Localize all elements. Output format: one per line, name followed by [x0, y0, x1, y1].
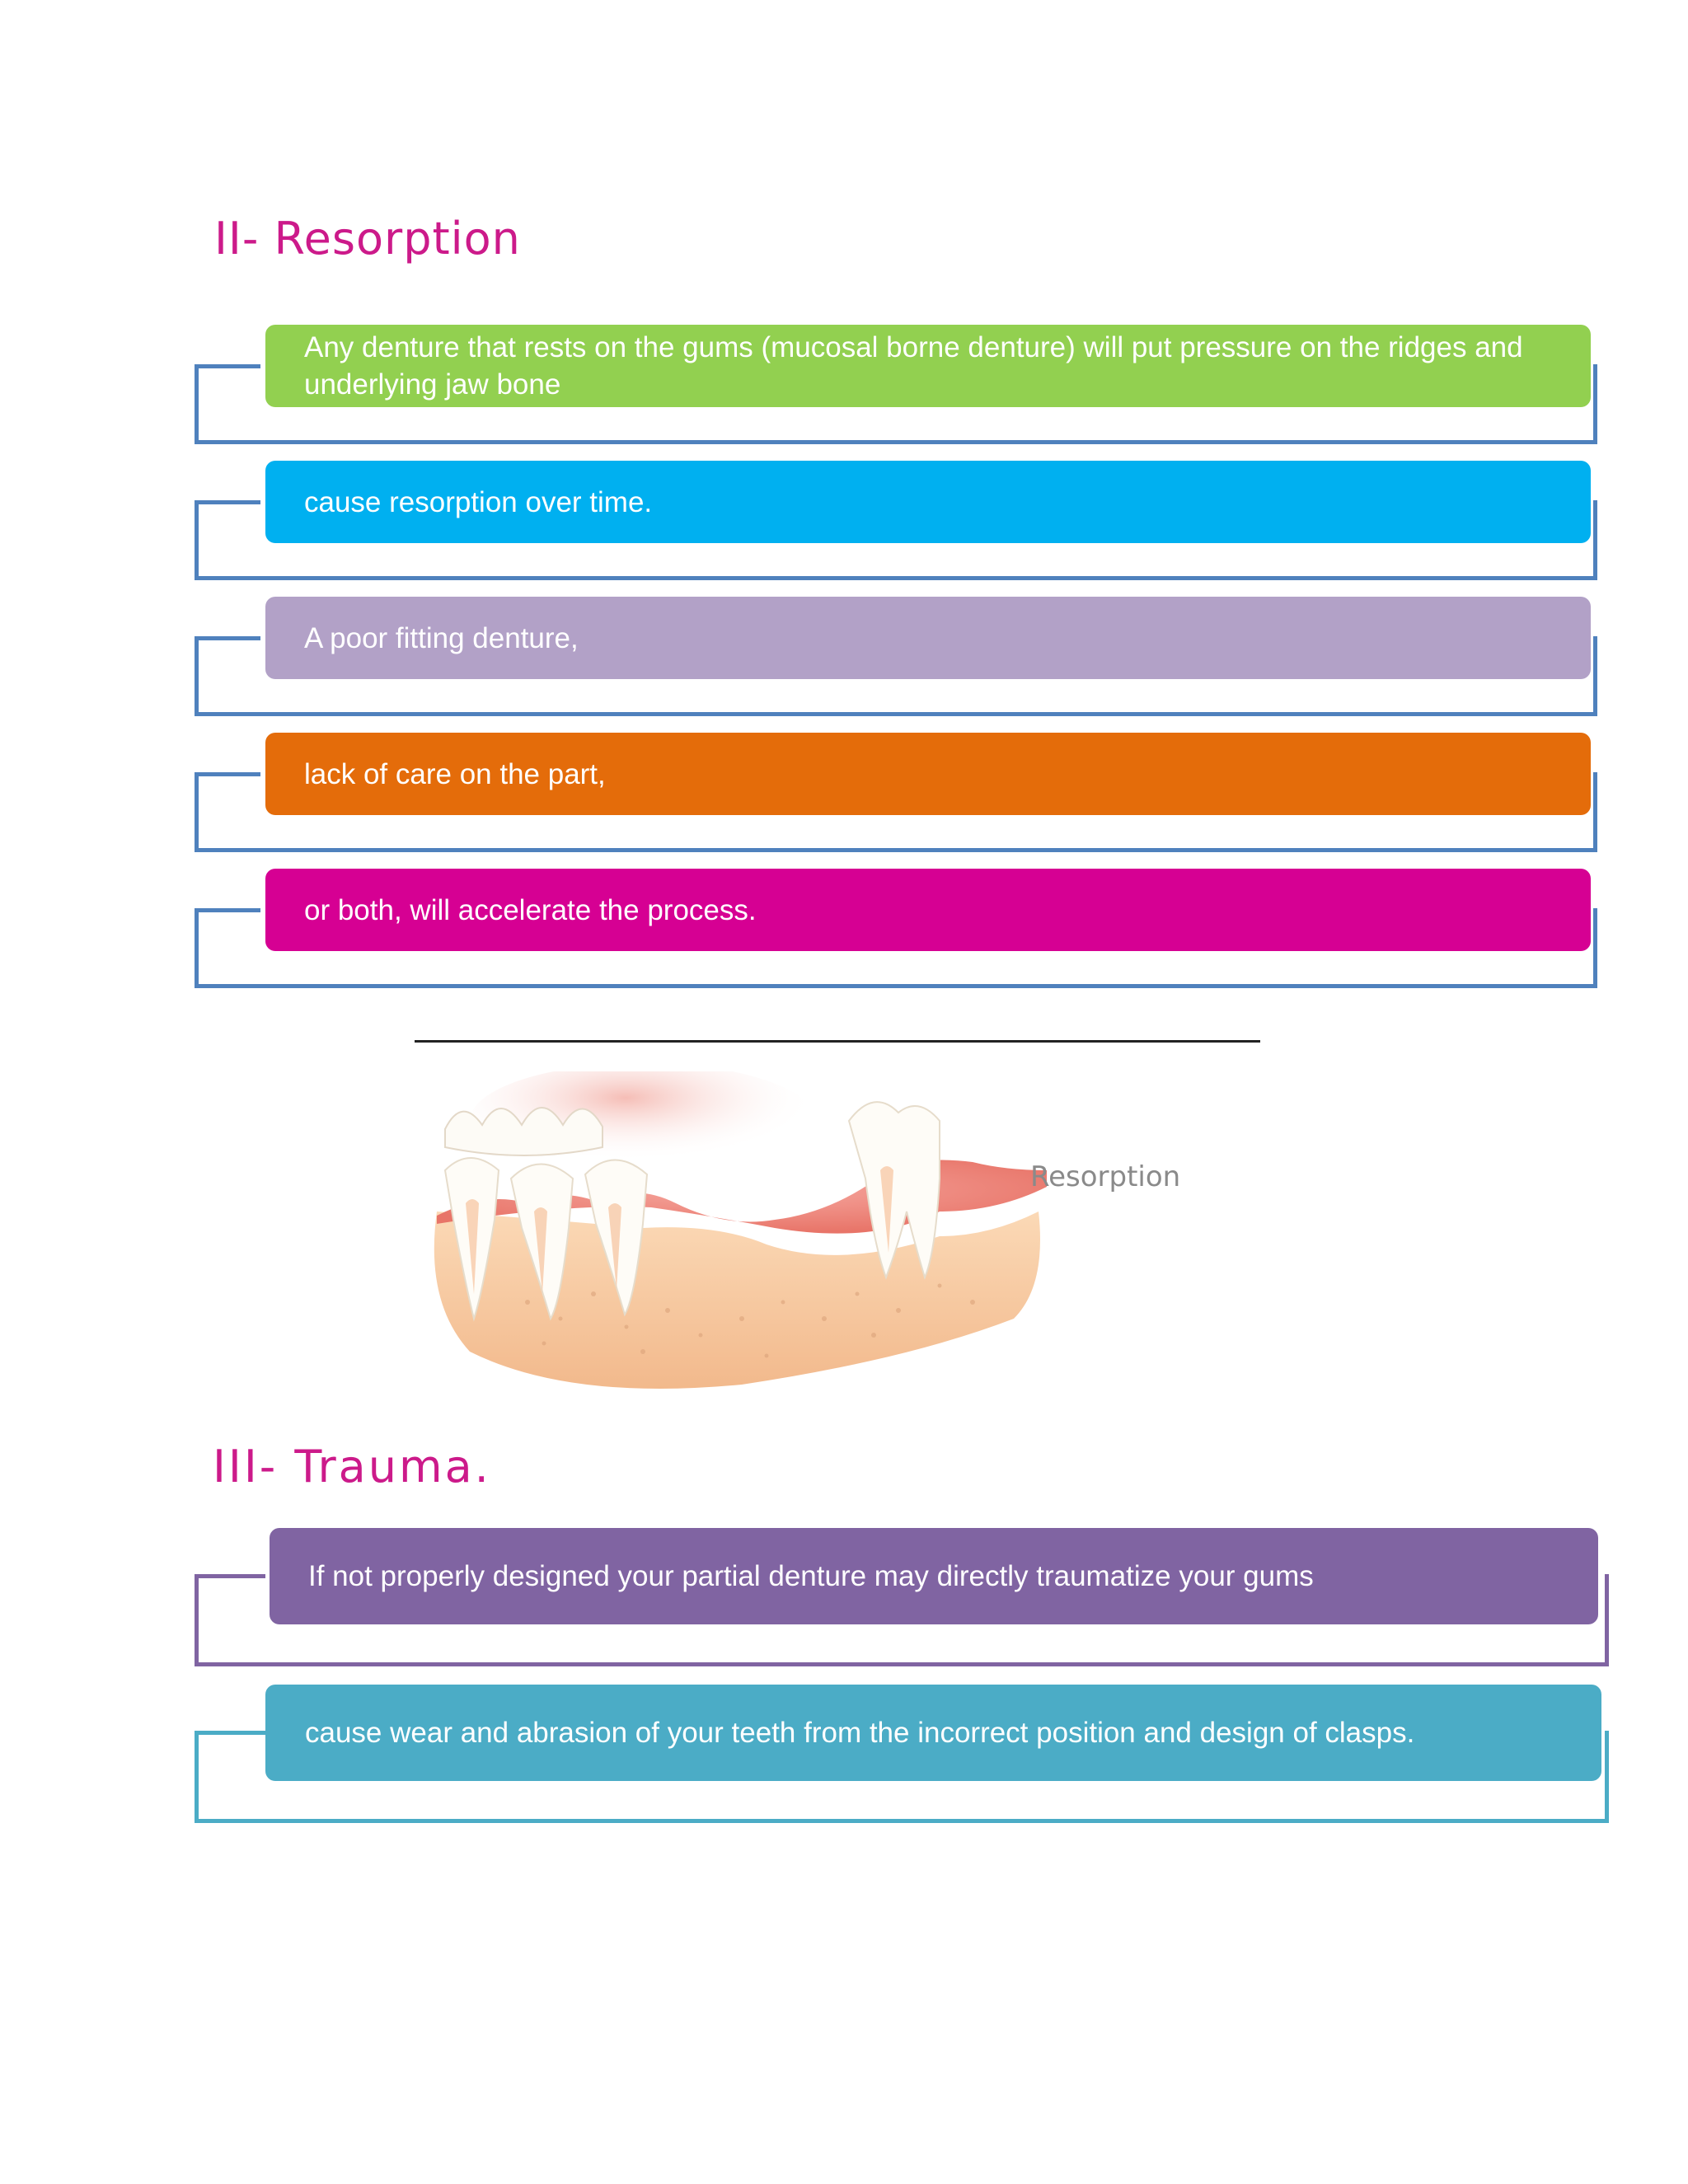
- resorption-box: [265, 869, 1591, 951]
- resorption-item-text: lack of care on the part,: [304, 757, 606, 790]
- resorption-item-text: Any denture that rests on the gums (mucosal borne denture) will put pressure on the ridges and underlying jaw bone: [304, 331, 1523, 401]
- resorption-box: [265, 461, 1591, 543]
- resorption-box: [265, 325, 1591, 407]
- bracket-connector: [195, 772, 260, 776]
- resorption-item-text: A poor fitting denture,: [304, 621, 579, 654]
- tooth-resorption-illustration: [429, 1071, 1261, 1401]
- resorption-box: [265, 733, 1591, 815]
- bracket-connector: [195, 364, 260, 368]
- resorption-item-text: cause resorption over time.: [304, 485, 653, 518]
- figure-label: Resorption: [1030, 1160, 1181, 1193]
- section-title-resorption: II- Resorption: [214, 213, 521, 265]
- resorption-item-text: or both, will accelerate the process.: [304, 893, 757, 926]
- section-title-trauma: III- Trauma.: [213, 1441, 491, 1493]
- bracket-connector: [195, 500, 260, 504]
- bracket-connector: [195, 1574, 265, 1578]
- trauma-item-text: cause wear and abrasion of your teeth from the incorrect position and design of clasps.: [305, 1717, 1415, 1749]
- divider-line: [415, 1040, 1260, 1043]
- bracket-connector: [195, 636, 260, 640]
- trauma-item-text: If not properly designed your partial denture may directly traumatize your gums: [308, 1560, 1314, 1592]
- bracket-connector: [195, 1731, 265, 1735]
- tooth-diagram-icon: [429, 1071, 1071, 1401]
- resorption-box: [265, 597, 1591, 679]
- trauma-box: [265, 1685, 1601, 1781]
- trauma-box: [270, 1528, 1598, 1624]
- bracket-connector: [195, 908, 260, 912]
